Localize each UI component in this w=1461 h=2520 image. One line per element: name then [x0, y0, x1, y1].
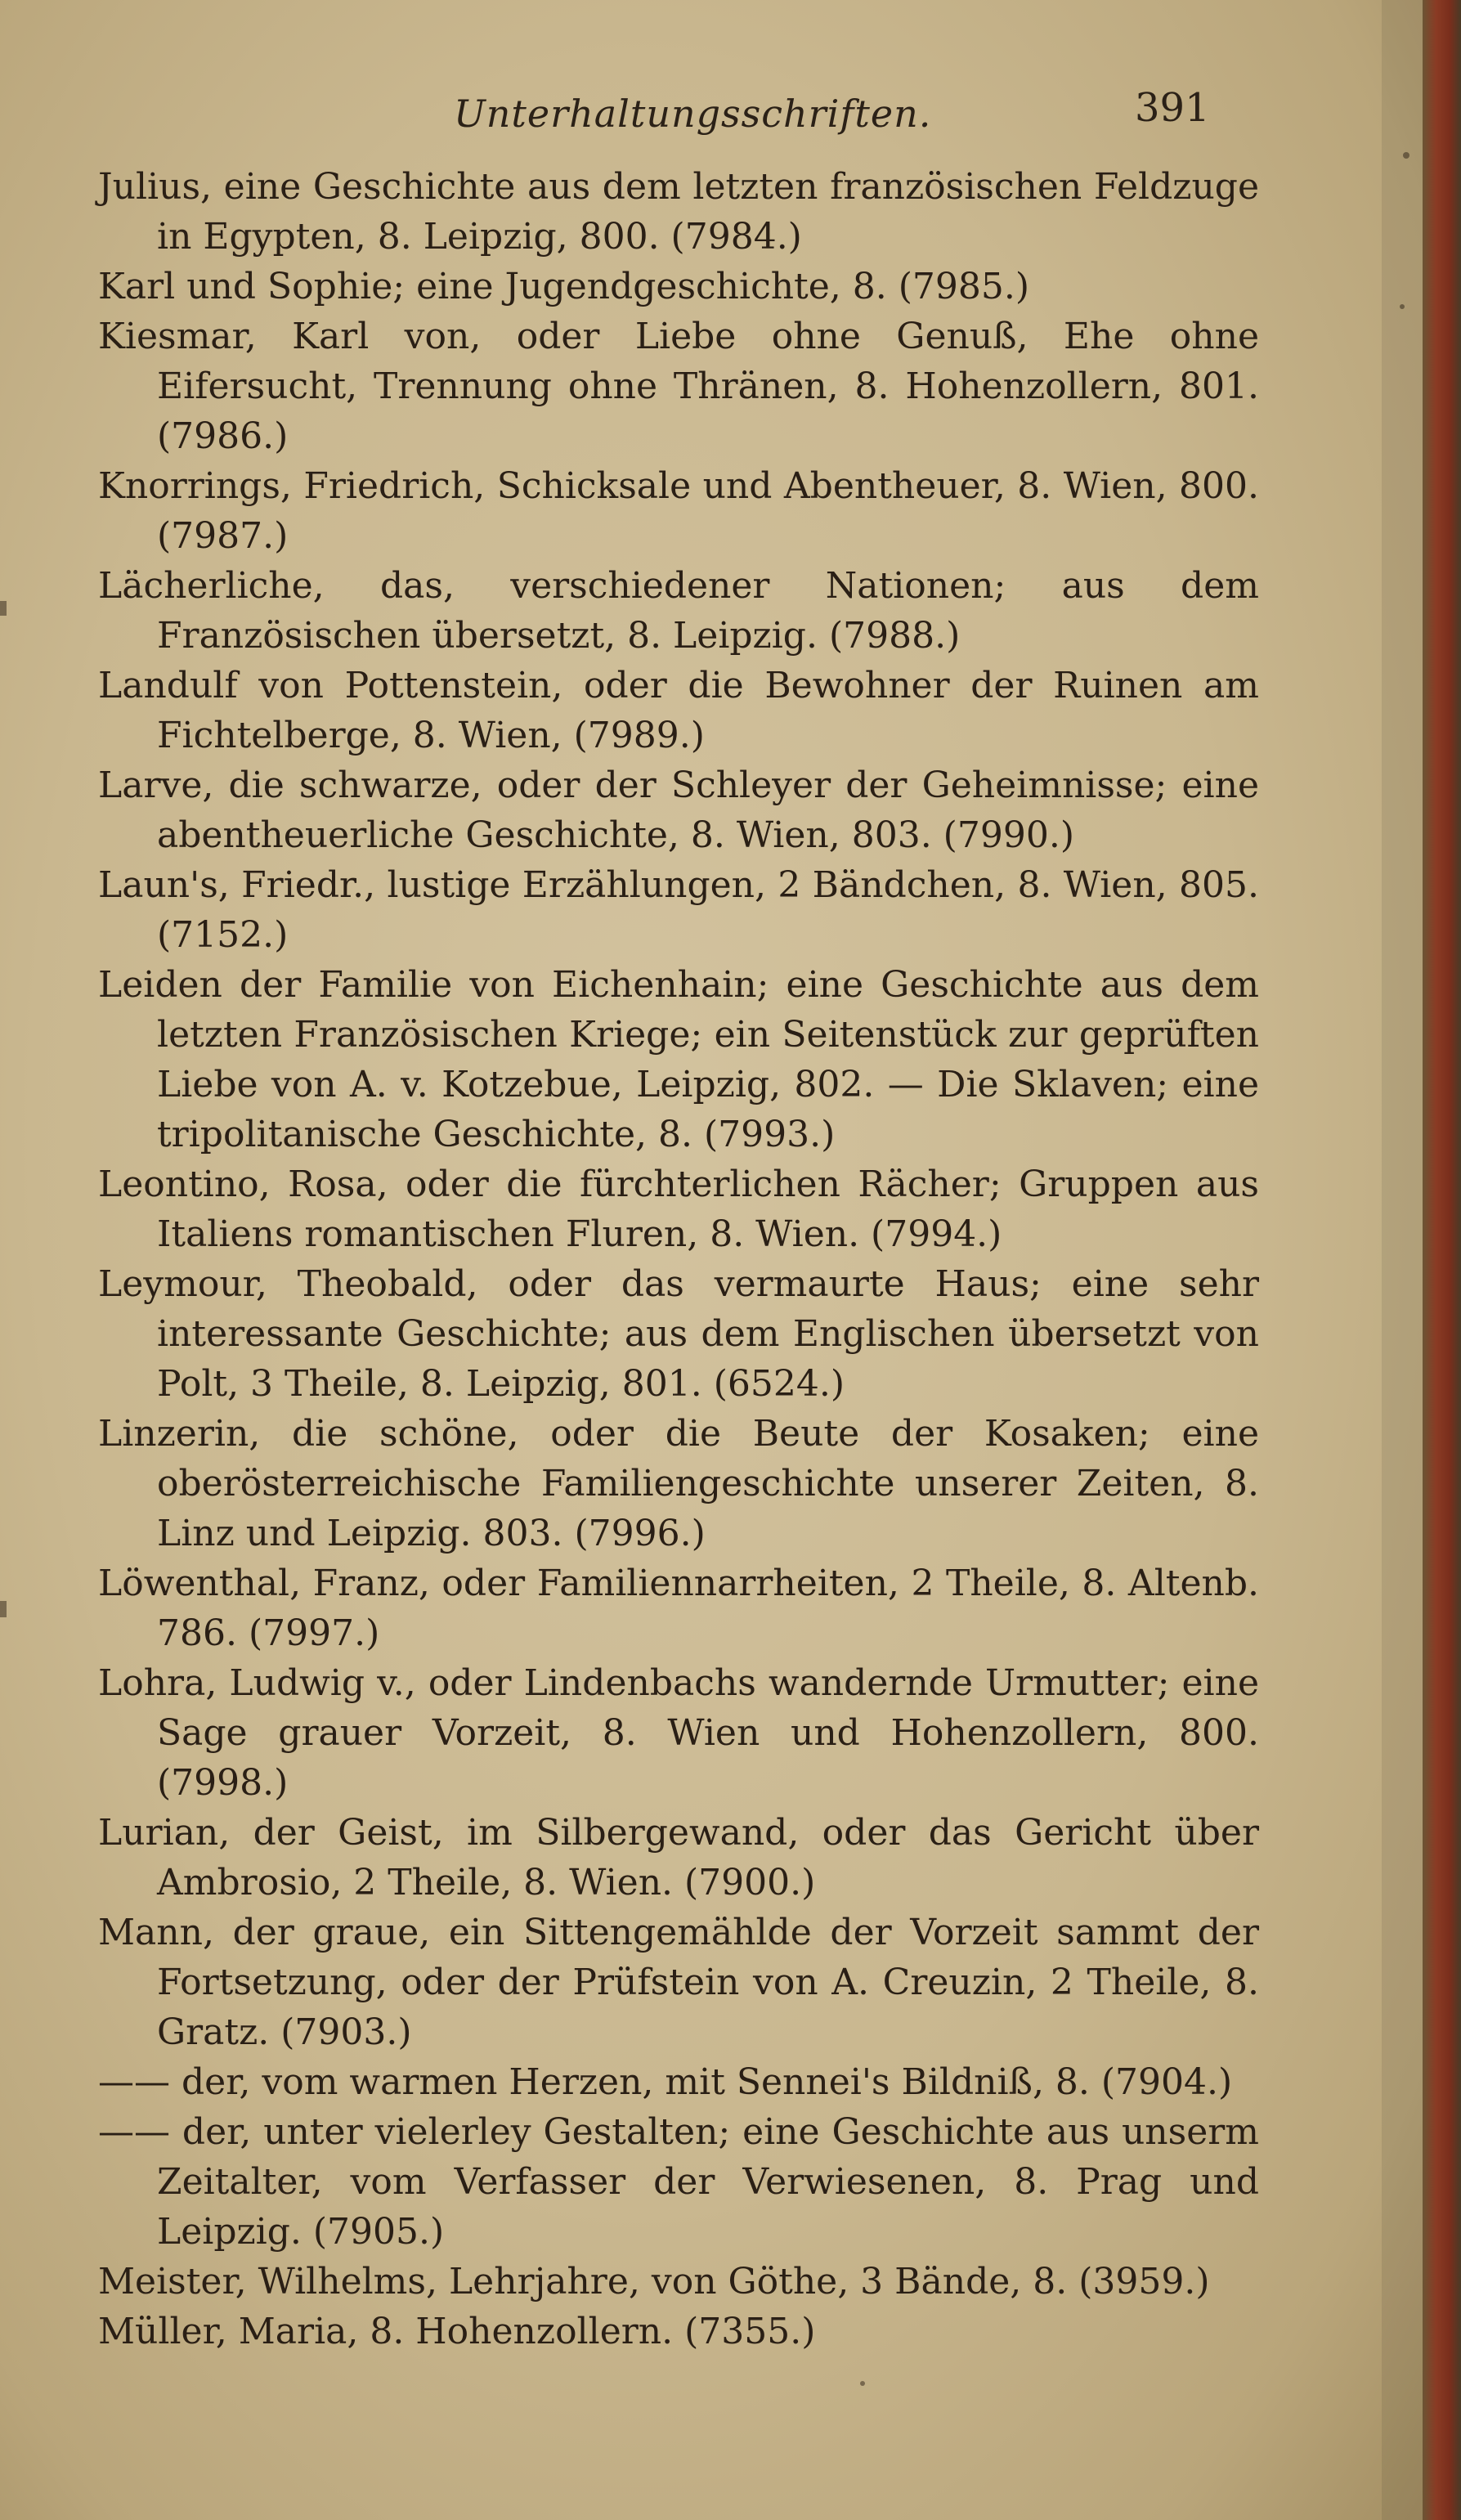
catalog-entries — [98, 162, 1259, 2356]
catalog-entry: Müller, Maria, 8. Hohenzollern. (7355.) — [98, 2311, 816, 2352]
binding-mark-top — [0, 601, 7, 616]
ink-speck — [860, 2381, 865, 2386]
page-shadow — [1382, 0, 1423, 2520]
catalog-entry: Leontino, Rosa, oder die fürchterlichen Rächer; Gruppen aus Italiens romantischen Fluren, 8. Wien. (7994.) — [98, 1164, 1259, 1255]
catalog-entry: Julius, eine Geschichte aus dem letzten französischen Feldzuge in Egypten, 8. Leipzig, 800. (7984.) — [98, 166, 1259, 258]
page-number: 391 — [1135, 85, 1210, 131]
catalog-entry: Leiden der Familie von Eichenhain; eine Geschichte aus dem letzten Französischen Kriege; ein Seitenstück zur geprüften Liebe von A. v. Kotzebue, Leipzig, 802. — Die Sklaven; eine tripolitanische Geschichte, 8. (7993.) — [98, 964, 1259, 1155]
catalog-entry: Mann, der graue, ein Sittengemählde der Vorzeit sammt der Fortsetzung, oder der Prüfstein von A. Creuzin, 2 Theile, 8. Gratz. (7903.) — [98, 1912, 1259, 2053]
catalog-entry: Laun's, Friedr., lustige Erzählungen, 2 Bändchen, 8. Wien, 805. (7152.) — [98, 864, 1259, 956]
ink-speck — [1403, 152, 1409, 159]
catalog-entry: Larve, die schwarze, oder der Schleyer der Geheimnisse; eine abentheuerliche Geschichte, 8. Wien, 803. (7990.) — [98, 765, 1259, 856]
page-header — [0, 85, 1423, 149]
catalog-entry: Knorrings, Friedrich, Schicksale und Abentheuer, 8. Wien, 800. (7987.) — [98, 465, 1259, 557]
catalog-entry: Leymour, Theobald, oder das vermaurte Haus; eine sehr interessante Geschichte; aus dem Englischen übersetzt von Polt, 3 Theile, 8. Leipzig, 801. (6524.) — [98, 1263, 1259, 1405]
catalog-entry: Lohra, Ludwig v., oder Lindenbachs wandernde Urmutter; eine Sage grauer Vorzeit, 8. Wien und Hohenzollern, 800. (7998.) — [98, 1662, 1259, 1804]
catalog-entry: Meister, Wilhelms, Lehrjahre, von Göthe, 3 Bände, 8. (3959.) — [98, 2261, 1210, 2303]
catalog-entry: Löwenthal, Franz, oder Familiennarrheiten, 2 Theile, 8. Altenb. 786. (7997.) — [98, 1563, 1259, 1654]
page-edge — [1423, 0, 1461, 2520]
running-title: Unterhaltungsschriften. — [454, 92, 932, 136]
catalog-entry: Kiesmar, Karl von, oder Liebe ohne Genuß, Ehe ohne Eifersucht, Trennung ohne Thränen, 8. Hohenzollern, 801. (7986.) — [98, 316, 1259, 457]
catalog-entry: Linzerin, die schöne, oder die Beute der Kosaken; eine oberösterreichische Familiengeschichte unserer Zeiten, 8. Linz und Leipzig. 803. (7996.) — [98, 1413, 1259, 1554]
catalog-entry: Lurian, der Geist, im Silbergewand, oder das Gericht über Ambrosio, 2 Theile, 8. Wien. (7900.) — [98, 1812, 1259, 1903]
catalog-entry: Karl und Sophie; eine Jugendgeschichte, 8. (7985.) — [98, 266, 1030, 307]
catalog-entry: Lächerliche, das, verschiedener Nationen; aus dem Französischen übersetzt, 8. Leipzig. (7988.) — [98, 565, 1259, 657]
catalog-entry: Landulf von Pottenstein, oder die Bewohner der Ruinen am Fichtelberge, 8. Wien, (7989.) — [98, 665, 1259, 756]
catalog-entry: —— der, vom warmen Herzen, mit Sennei's Bildniß, 8. (7904.) — [98, 2061, 1233, 2103]
ink-speck — [1400, 304, 1405, 309]
binding-mark-bottom — [0, 1601, 7, 1617]
catalog-entry: —— der, unter vielerley Gestalten; eine Geschichte aus unserm Zeitalter, vom Verfasser der Verwiesenen, 8. Prag und Leipzig. (7905.) — [98, 2111, 1259, 2253]
